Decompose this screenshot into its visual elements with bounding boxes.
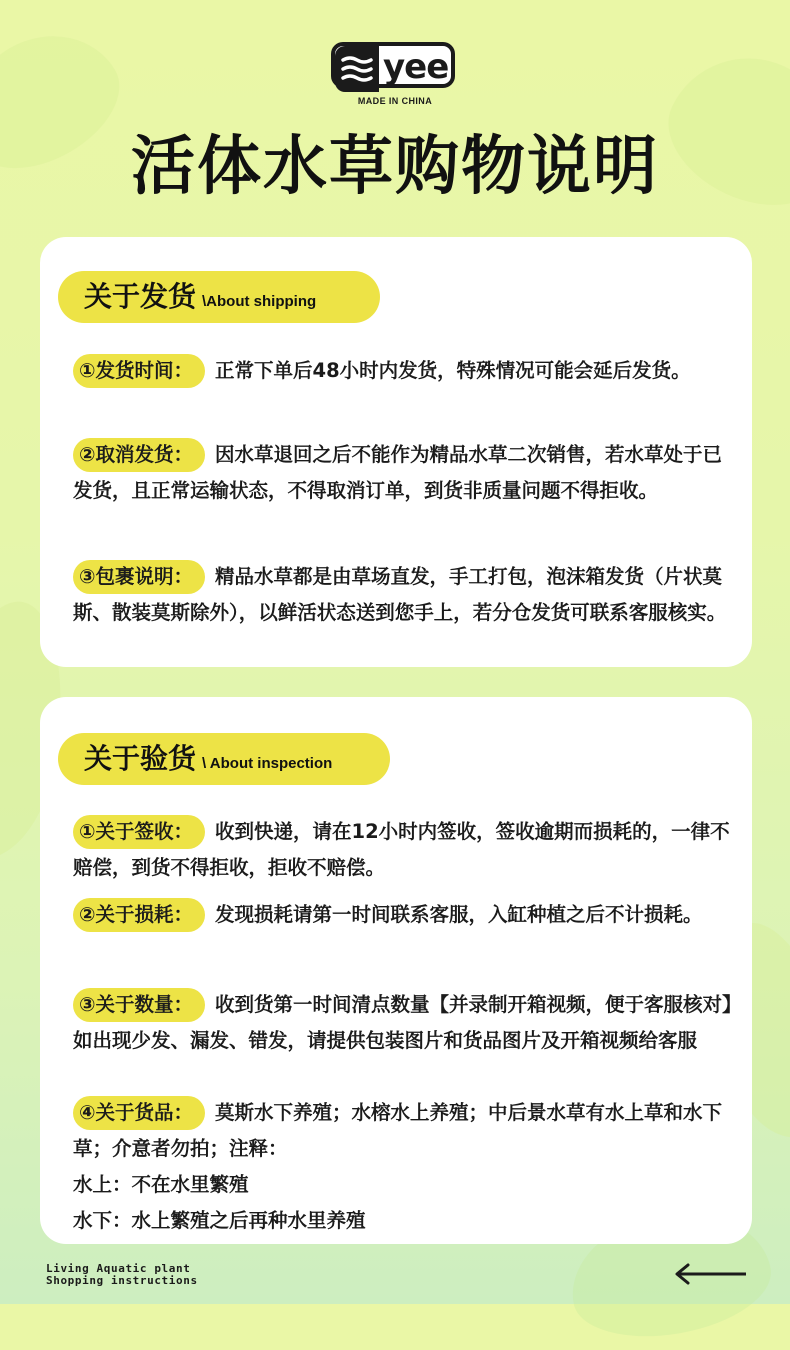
note-line: 水下：水上繁殖之后再种水里养殖 <box>73 1209 366 1232</box>
list-item <box>73 897 733 933</box>
list-item <box>73 559 733 631</box>
section-subtitle: \About shipping <box>202 293 317 310</box>
footer-line: Shopping instructions <box>46 1274 198 1287</box>
item-label: ③包裹说明： <box>73 560 205 594</box>
item-text: 发现损耗请第一时间联系客服，入缸种植之后不计损耗。 <box>215 903 703 926</box>
item-text: 收到货第一时间清点数量【并录制开箱视频，便于客服核对】如出现少发、漏发、错发，请提供包装图片和货品图片及开箱视频给客服 <box>73 993 732 1052</box>
section-heading-shipping <box>58 271 380 323</box>
list-item <box>73 987 733 1059</box>
brand-name: yee <box>383 47 449 87</box>
item-label: ④关于货品： <box>73 1096 205 1130</box>
item-label: ③关于数量： <box>73 988 205 1022</box>
item-label: ①关于签收： <box>73 815 205 849</box>
section-title: 关于发货 <box>84 280 197 313</box>
footer-caption <box>46 1263 198 1287</box>
left-arrow-icon[interactable] <box>672 1262 748 1286</box>
list-item <box>73 437 733 509</box>
list-item <box>73 353 733 389</box>
list-item <box>73 1095 733 1239</box>
list-item <box>73 814 733 886</box>
inspection-card <box>40 697 752 1244</box>
page-title: 活体水草购物说明 <box>131 130 659 204</box>
item-text: 收到快递，请在12小时内签收，签收逾期而损耗的，一律不赔偿，到货不得拒收，拒收不赔偿。 <box>73 820 730 879</box>
section-subtitle: \ About inspection <box>202 755 333 772</box>
wave-lines-icon <box>335 46 379 92</box>
footer-line: Living Aquatic plant <box>46 1262 191 1275</box>
item-text: 因水草退回之后不能作为精品水草二次销售，若水草处于已发货，且正常运输状态，不得取消订单，到货非质量问题不得拒收。 <box>73 443 723 502</box>
note-line: 水上：不在水里繁殖 <box>73 1173 249 1196</box>
brand-tagline: MADE IN CHINA <box>357 96 433 106</box>
section-title: 关于验货 <box>84 742 197 775</box>
item-label: ②取消发货： <box>73 438 205 472</box>
logo-frame <box>331 42 455 88</box>
item-text: 正常下单后48小时内发货，特殊情况可能会延后发货。 <box>215 359 691 382</box>
section-heading-inspection <box>58 733 390 785</box>
shipping-card <box>40 237 752 667</box>
item-label: ①发货时间： <box>73 354 205 388</box>
brand-logo <box>331 42 459 110</box>
item-text: 精品水草都是由草场直发，手工打包，泡沫箱发货（片状莫斯、散装莫斯除外），以鲜活状态送到您手上，若分仓发货可联系客服核实。 <box>73 565 727 624</box>
item-label: ②关于损耗： <box>73 898 205 932</box>
item-text: 莫斯水下养殖；水榕水上养殖；中后景水草有水上草和水下草；介意者勿拍；注释： <box>73 1101 723 1160</box>
